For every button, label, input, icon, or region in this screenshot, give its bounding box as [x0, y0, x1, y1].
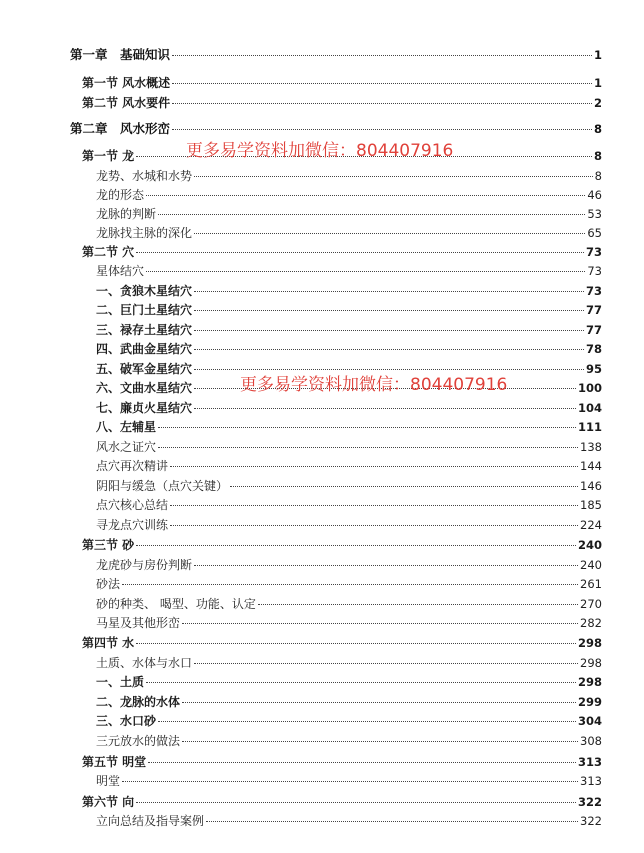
- toc-entry-page-number: 1: [593, 48, 602, 62]
- dot-leader: [172, 83, 592, 84]
- watermark-2: 更多易学资料加微信：804407916: [240, 375, 508, 395]
- toc-entry-title: 二、巨门土星结穴: [96, 303, 193, 317]
- dot-leader: [172, 103, 592, 104]
- toc-entry-title: 立向总结及指导案例: [96, 814, 205, 828]
- toc-entry: [82, 75, 602, 91]
- dot-leader: [170, 505, 578, 506]
- toc-entry: [82, 95, 602, 111]
- dot-leader: [158, 721, 576, 722]
- toc-entry-title: 砂的种类、 喝型、功能、认定: [96, 597, 256, 611]
- dot-leader: [122, 781, 578, 782]
- toc-entry: [96, 187, 602, 203]
- toc-entry-page-number: 2: [593, 96, 602, 110]
- toc-entry: [82, 244, 602, 260]
- toc-entry-title: 第二章 风水形峦: [70, 121, 171, 136]
- toc-entry-title: 第二节 穴: [82, 245, 135, 259]
- toc-entry: [96, 302, 602, 318]
- dot-leader: [194, 565, 578, 566]
- toc-entry-title: 三、水口砂: [96, 714, 157, 728]
- toc-entry: [96, 655, 602, 671]
- dot-leader: [230, 486, 578, 487]
- toc-entry-title: 第五节 明堂: [82, 755, 147, 769]
- toc-entry: [96, 497, 602, 513]
- toc-entry: [96, 478, 602, 494]
- toc-entry-title: 五、破军金星结穴: [96, 362, 193, 376]
- toc-entry-page-number: 322: [577, 795, 602, 809]
- toc-entry-page-number: 8: [593, 122, 602, 136]
- dot-leader: [182, 702, 576, 703]
- dot-leader: [194, 291, 584, 292]
- toc-entry: [96, 322, 602, 338]
- toc-entry: [96, 615, 602, 631]
- toc-entry-title: 点穴核心总结: [96, 498, 169, 512]
- toc-entry: [82, 754, 602, 770]
- toc-entry-title: 第四节 水: [82, 636, 135, 650]
- toc-entry-title: 龙的形态: [96, 188, 145, 202]
- toc-entry-page-number: 224: [580, 518, 602, 532]
- toc-entry-page-number: 53: [587, 207, 602, 221]
- toc-entry-page-number: 78: [585, 342, 602, 356]
- toc-entry-title: 明堂: [96, 774, 121, 788]
- toc-entry: [82, 635, 602, 651]
- toc-entry: [96, 576, 602, 592]
- toc-entry-title: 龙虎砂与房份判断: [96, 558, 193, 572]
- dot-leader: [194, 233, 585, 234]
- toc-entry-page-number: 304: [577, 714, 602, 728]
- dot-leader: [158, 447, 578, 448]
- toc-entry-page-number: 104: [577, 401, 602, 415]
- toc-entry: [96, 400, 602, 416]
- toc-entry-title: 第三节 砂: [82, 538, 135, 552]
- dot-leader: [158, 427, 576, 428]
- toc-entry-page-number: 240: [580, 558, 602, 572]
- dot-leader: [182, 623, 578, 624]
- toc-entry: [70, 121, 602, 137]
- toc-entry-page-number: 73: [585, 245, 602, 259]
- toc-entry: [96, 596, 602, 612]
- dot-leader: [148, 762, 576, 763]
- toc-entry: [70, 47, 602, 63]
- toc-entry-page-number: 73: [585, 284, 602, 298]
- dot-leader: [194, 349, 584, 350]
- toc-entry-title: 龙势、水城和水势: [96, 169, 193, 183]
- toc-entry-page-number: 138: [580, 440, 602, 454]
- toc-entry-page-number: 65: [587, 226, 602, 240]
- toc-entry-title: 龙脉找主脉的深化: [96, 226, 193, 240]
- dot-leader: [136, 545, 576, 546]
- toc-entry-title: 土质、水体与水口: [96, 656, 193, 670]
- toc-entry-title: 三元放水的做法: [96, 734, 181, 748]
- toc-entry: [96, 773, 602, 789]
- dot-leader: [172, 55, 592, 56]
- toc-entry-title: 第一节 龙: [82, 149, 135, 163]
- toc-entry-title: 龙脉的判断: [96, 207, 157, 221]
- toc-entry-page-number: 298: [577, 636, 602, 650]
- toc-entry: [96, 694, 602, 710]
- toc-entry-title: 三、禄存土星结穴: [96, 323, 193, 337]
- toc-entry: [96, 557, 602, 573]
- toc-entry: [96, 206, 602, 222]
- toc-entry-title: 点穴再次精讲: [96, 459, 169, 473]
- toc-entry-page-number: 77: [585, 323, 602, 337]
- dot-leader: [194, 408, 576, 409]
- dot-leader: [182, 741, 578, 742]
- watermark-1: 更多易学资料加微信：804407916: [186, 141, 454, 161]
- toc-entry: [96, 341, 602, 357]
- toc-entry-page-number: 8: [594, 169, 602, 183]
- toc-entry-page-number: 46: [587, 188, 602, 202]
- toc-entry-title: 马星及其他形峦: [96, 616, 181, 630]
- dot-leader: [146, 271, 585, 272]
- toc-entry-page-number: 240: [577, 538, 602, 552]
- toc-entry: [96, 713, 602, 729]
- toc-entry-page-number: 313: [580, 774, 602, 788]
- toc-entry-page-number: 322: [580, 814, 602, 828]
- toc-entry-title: 砂法: [96, 577, 121, 591]
- toc-entry-page-number: 299: [577, 695, 602, 709]
- dot-leader: [170, 466, 578, 467]
- toc-entry-title: 风水之证穴: [96, 440, 157, 454]
- toc-entry-page-number: 308: [580, 734, 602, 748]
- dot-leader: [194, 310, 584, 311]
- dot-leader: [146, 195, 585, 196]
- dot-leader: [146, 682, 576, 683]
- toc-entry-page-number: 77: [585, 303, 602, 317]
- toc-entry-page-number: 185: [580, 498, 602, 512]
- dot-leader: [136, 802, 576, 803]
- toc-entry: [96, 283, 602, 299]
- dot-leader: [172, 129, 592, 130]
- toc-entry-title: 寻龙点穴训练: [96, 518, 169, 532]
- toc-entry: [96, 263, 602, 279]
- toc-entry-title: 星体结穴: [96, 264, 145, 278]
- dot-leader: [136, 252, 584, 253]
- toc-entry-page-number: 1: [593, 76, 602, 90]
- toc-entry-page-number: 146: [580, 479, 602, 493]
- dot-leader: [170, 525, 578, 526]
- toc-entry-title: 一、贪狼木星结穴: [96, 284, 193, 298]
- dot-leader: [158, 214, 585, 215]
- dot-leader: [194, 330, 584, 331]
- toc-entry-title: 四、武曲金星结穴: [96, 342, 193, 356]
- toc-entry-page-number: 270: [580, 597, 602, 611]
- toc-entry-title: 第一节 风水概述: [82, 76, 171, 90]
- dot-leader: [194, 663, 578, 664]
- toc-entry: [96, 674, 602, 690]
- dot-leader: [206, 821, 578, 822]
- toc-entry-title: 一、土质: [96, 675, 145, 689]
- dot-leader: [122, 584, 578, 585]
- toc-entry-page-number: 282: [580, 616, 602, 630]
- toc-entry-page-number: 298: [577, 675, 602, 689]
- toc-entry: [96, 458, 602, 474]
- toc-entry-title: 七、廉贞火星结穴: [96, 401, 193, 415]
- toc-entry-title: 八、左辅星: [96, 420, 157, 434]
- toc-entry-page-number: 298: [580, 656, 602, 670]
- toc-entry: [82, 794, 602, 810]
- dot-leader: [258, 604, 578, 605]
- toc-entry-title: 第一章 基础知识: [70, 47, 171, 62]
- toc-entry: [96, 439, 602, 455]
- toc-entry-page-number: 8: [593, 149, 602, 163]
- toc-entry-title: 六、文曲水星结穴: [96, 381, 193, 395]
- toc-entry: [96, 168, 602, 184]
- toc-entry: [82, 537, 602, 553]
- toc-entry-title: 第二节 风水要件: [82, 96, 171, 110]
- toc-entry: [96, 733, 602, 749]
- toc-entry-page-number: 73: [587, 264, 602, 278]
- toc-entry: [96, 225, 602, 241]
- dot-leader: [194, 176, 593, 177]
- toc-entry-page-number: 95: [585, 362, 602, 376]
- toc-entry-page-number: 144: [580, 459, 602, 473]
- dot-leader: [136, 643, 576, 644]
- toc-entry-page-number: 111: [577, 420, 602, 434]
- toc-entry: [96, 419, 602, 435]
- toc-entry-title: 第六节 向: [82, 795, 135, 809]
- toc-entry: [96, 813, 602, 829]
- toc-entry-title: 二、龙脉的水体: [96, 695, 181, 709]
- toc-entry-page-number: 100: [577, 381, 602, 395]
- toc-entry: [96, 517, 602, 533]
- toc-entry-title: 阴阳与缓急（点穴关键）: [96, 479, 229, 493]
- toc-entry-page-number: 261: [580, 577, 602, 591]
- toc-entry-page-number: 313: [577, 755, 602, 769]
